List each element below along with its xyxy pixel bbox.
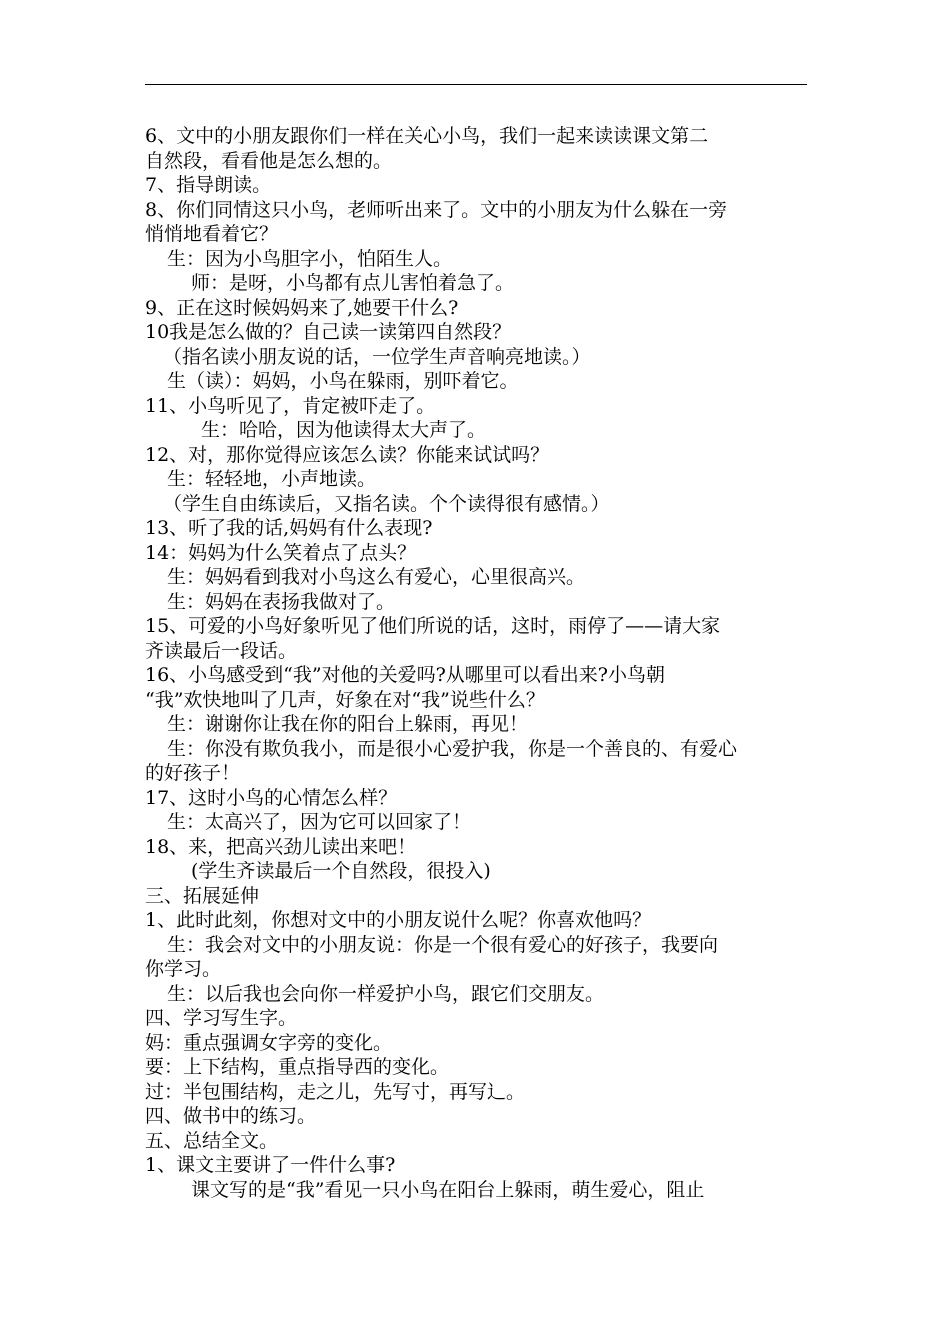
- text-line: 生：以后我也会向你一样爱护小鸟，跟它们交朋友。: [167, 982, 605, 1005]
- text-line: 生：轻轻地，小声地读。: [167, 468, 377, 490]
- text-line: 6、文中的小朋友跟你们一样在关心小鸟，我们一起来读读课文第二: [145, 125, 709, 147]
- text-line: “我”欢快地叫了几声，好象在对“我”说些什么？: [145, 688, 545, 711]
- text-line: 三、拓展延伸: [145, 884, 260, 907]
- text-line: 过：半包围结构，走之儿，先写寸，再写辶。: [145, 1080, 526, 1103]
- text-line: 生：哈哈，因为他读得太大声了。: [201, 419, 487, 441]
- text-line: 生：妈妈在表扬我做对了。: [167, 590, 396, 613]
- text-line: 12、对，那你觉得应该怎么读？你能来试试吗？: [145, 443, 550, 466]
- text-line: 四、做书中的练习。: [145, 1105, 317, 1127]
- text-line: 生：太高兴了，因为它可以回家了！: [167, 811, 472, 833]
- text-line: 四、学习写生字。: [145, 1007, 298, 1029]
- text-line: 生：你没有欺负我小，而是很小心爱护我，你是一个善良的、有爱心: [167, 737, 738, 760]
- text-line: 1、课文主要讲了一件什么事?: [145, 1154, 396, 1176]
- text-line: 自然段，看看他是怎么想的。: [145, 149, 393, 172]
- text-line: 的好孩子！: [145, 762, 241, 784]
- text-line: 8、你们同情这只小鸟，老师听出来了。文中的小朋友为什么躲在一旁: [145, 198, 728, 221]
- header-rule: [145, 84, 807, 85]
- text-line: 齐读最后一段话。: [145, 639, 298, 662]
- text-line: 师：是呀，小鸟都有点儿害怕着急了。: [191, 272, 515, 294]
- text-line: 悄悄地看着它？: [145, 223, 279, 245]
- text-line: 17、这时小鸟的心情怎么样？: [145, 786, 398, 809]
- text-line: （指名读小朋友说的话，一位学生声音响亮地读。）: [163, 345, 591, 368]
- text-line: 生：我会对文中的小朋友说：你是一个很有爱心的好孩子，我要向: [167, 933, 719, 956]
- text-line: 五、总结全文。: [145, 1129, 279, 1152]
- text-line: 14：妈妈为什么笑着点了点头？: [145, 541, 417, 564]
- text-line: 生：因为小鸟胆字小，怕陌生人。: [167, 247, 453, 270]
- text-line: 生：谢谢你让我在你的阳台上躲雨，再见！: [167, 713, 529, 735]
- text-line: 1、此时此刻，你想对文中的小朋友说什么呢？你喜欢他吗？: [145, 909, 652, 931]
- text-line: 生：妈妈看到我对小鸟这么有爱心，心里很高兴。: [167, 566, 586, 588]
- text-line: 10我是怎么做的？自己读一读第四自然段？: [145, 321, 512, 343]
- text-line: 9、正在这时候妈妈来了,她要干什么?: [145, 296, 459, 319]
- text-line: 11、小鸟听见了，肯定被吓走了。: [145, 394, 436, 417]
- text-line: （学生自由练读后，又指名读。个个读得很有感情。）: [163, 492, 610, 515]
- text-line: 妈：重点强调女字旁的变化。: [145, 1031, 393, 1054]
- text-line: 你学习。: [145, 958, 222, 980]
- text-line: 要：上下结构，重点指导西的变化。: [145, 1056, 450, 1078]
- text-line: 15、可爱的小鸟好象听见了他们所说的话，这时，雨停了——请大家: [145, 615, 721, 637]
- text-line: 课文写的是“我”看见一只小鸟在阳台上躲雨，萌生爱心，阻止: [191, 1178, 705, 1201]
- text-line: 7、指导朗读。: [145, 174, 272, 196]
- text-line: (学生齐读最后一个自然段，很投入): [191, 860, 491, 882]
- text-line: 18、来，把高兴劲儿读出来吧！: [145, 835, 417, 858]
- text-line: 13、听了我的话,妈妈有什么表现?: [145, 517, 433, 539]
- document-body: [145, 124, 810, 1202]
- text-line: 16、小鸟感受到“我”对他的关爱吗?从哪里可以看出来?小鸟朝: [145, 664, 665, 686]
- text-line: 生（读）：妈妈，小鸟在躲雨，别吓着它。: [167, 370, 519, 392]
